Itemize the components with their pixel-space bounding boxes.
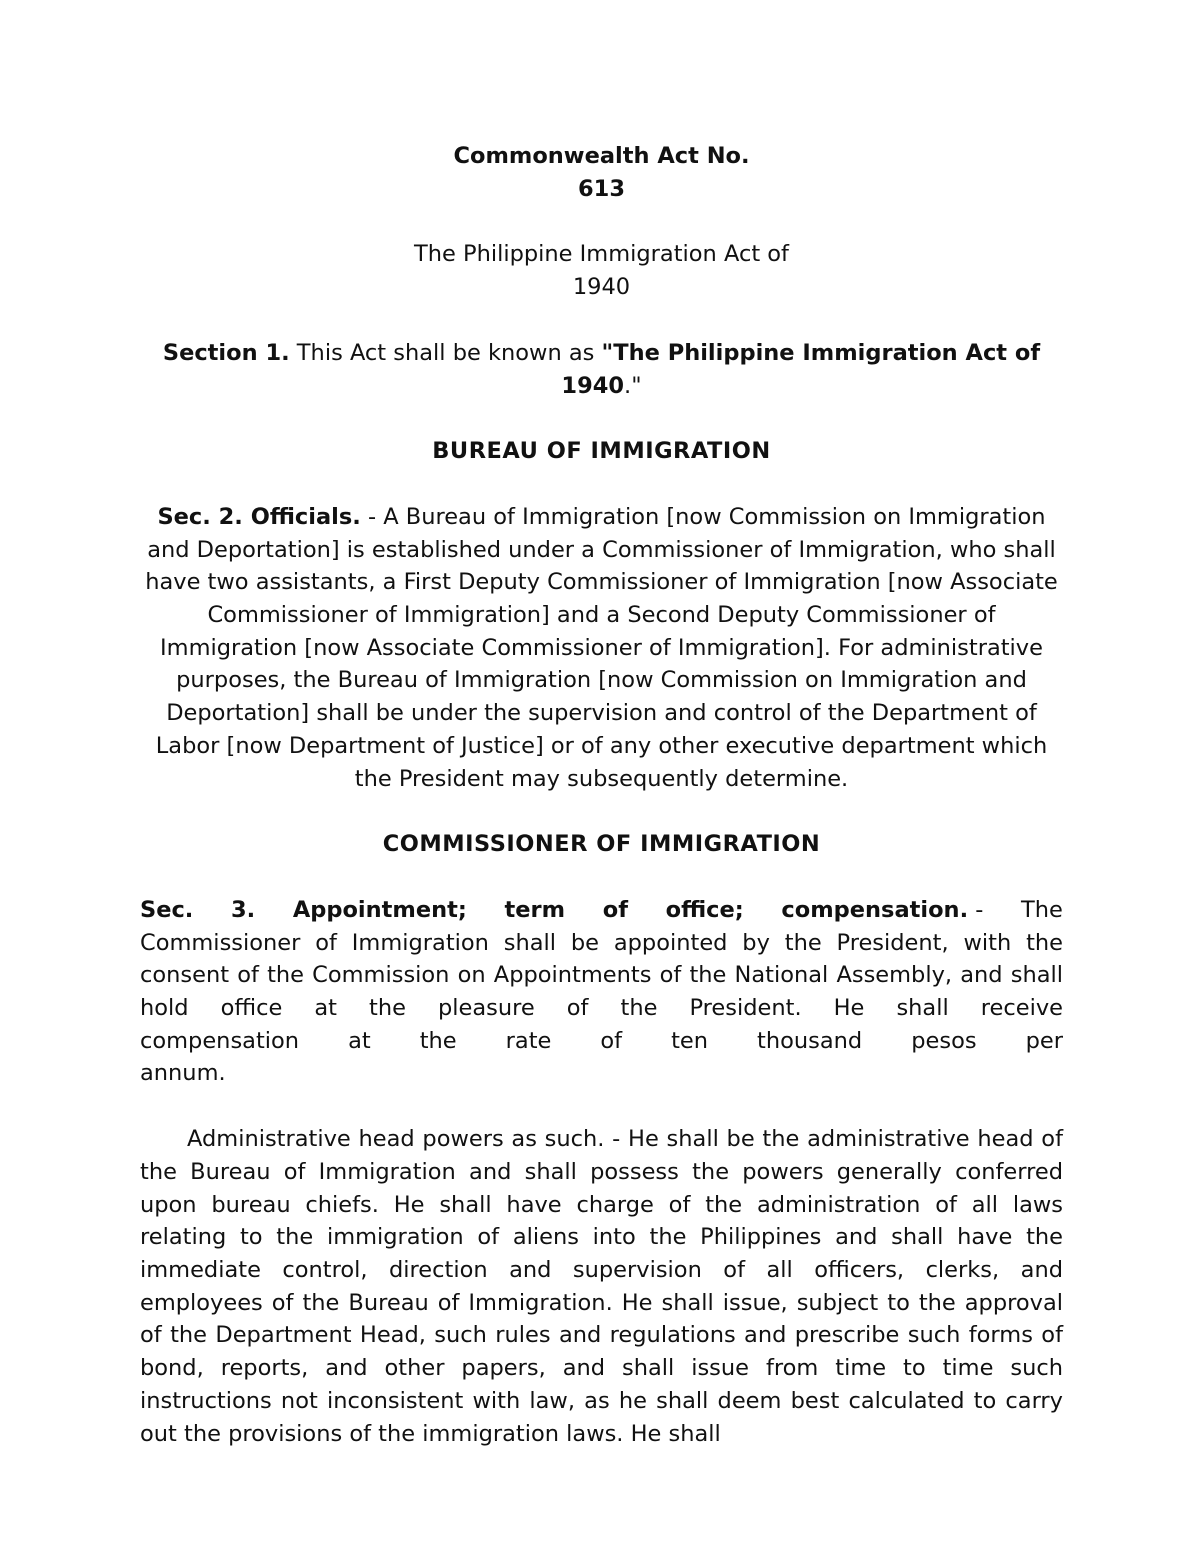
section-3-spread-line [140, 1025, 1063, 1058]
section-2 [140, 501, 1063, 795]
section-2-text: - A Bureau of Immigration [now Commission on Immigration and Deportation] is established under a Commissioner of Immigration, who shall have two assistants, a First Deputy Commissioner of Immigration [now Associate Commissioner of Immigration] and a Second Deputy Commissioner of Immigration [now Associate Commissioner of Immigration]. For administrative purposes, the Bureau of Immigration [now Commission on Immigration and Deportation] shall be under the supervision and control of the Department of Labor [now Department of Justice] or of any other executive department which the President may subsequently determine. [145, 503, 1058, 792]
administrative-head-paragraph: Administrative head powers as such. - He shall be the administrative head of the Bureau of Immigration and shall possess the powers generally conferred upon bureau chiefs. He shall have charge of the administration of all laws relating to the immigration of aliens into the Philippines and shall have the immediate control, direction and supervision of all officers, clerks, and employees of the Bureau of Immigration. He shall issue, subject to the approval of the Department Head, such rules and regulations and prescribe such forms of bond, reports, and other papers, and shall issue from time to time such instructions not inconsistent with law, as he shall deem best calculated to carry out the provisions of the immigration laws. He shall [140, 1126, 1063, 1447]
heading-commissioner: COMMISSIONER OF IMMIGRATION [382, 831, 821, 858]
section-3-label-word: term [504, 896, 566, 923]
section-3-dash: - [975, 896, 984, 923]
section-3-label-word: 3. [231, 896, 256, 923]
section-1-text: This Act shall be known as [289, 339, 602, 366]
section-3-last-line: annum. [140, 1060, 226, 1087]
document-page [140, 140, 1063, 1450]
section-1-label: Section 1. [162, 339, 290, 366]
section-1-quote-open: " [601, 339, 614, 366]
spread-word: per [1025, 1027, 1063, 1054]
spread-word: at [348, 1027, 371, 1054]
section-1 [140, 337, 1063, 402]
document-title [140, 140, 1063, 205]
section-3-label-word: of [602, 896, 628, 923]
section-3 [140, 894, 1063, 1090]
spread-word: rate [505, 1027, 552, 1054]
document-subtitle [140, 238, 1063, 303]
section-3-label-word: compensation. [781, 896, 969, 923]
spread-word: thousand [757, 1027, 863, 1054]
section-3-label-word: Appointment; [292, 896, 467, 923]
section-3-first-line [140, 894, 1063, 927]
section-3-first-tail: The [1021, 896, 1063, 923]
section-3-label-word: office; [665, 896, 744, 923]
spread-word: ten [671, 1027, 709, 1054]
heading-bureau: BUREAU OF IMMIGRATION [432, 438, 771, 465]
section-2-label: Sec. 2. Officials. [157, 503, 361, 530]
spread-word: the [419, 1027, 457, 1054]
section-1-quote-close: ." [624, 372, 642, 399]
section-3-label-word: Sec. [140, 896, 194, 923]
subtitle-line-2: 1940 [572, 274, 631, 301]
section-3-body: Commissioner of Immigration shall be appointed by the President, with the consent of the Commission on Appointments of the National Assembly, and shall hold office at the pleasure of the President. He shall receive [140, 929, 1063, 1022]
section-1-quoted-title: The Philippine Immigration Act of 1940 [561, 339, 1041, 399]
spread-word: of [600, 1027, 623, 1054]
spread-word: compensation [140, 1027, 300, 1054]
title-line-2: 613 [578, 175, 625, 202]
title-line-1: Commonwealth Act No. [453, 143, 750, 169]
spread-word: pesos [911, 1027, 977, 1054]
subtitle-line-1: The Philippine Immigration Act of [414, 241, 789, 268]
